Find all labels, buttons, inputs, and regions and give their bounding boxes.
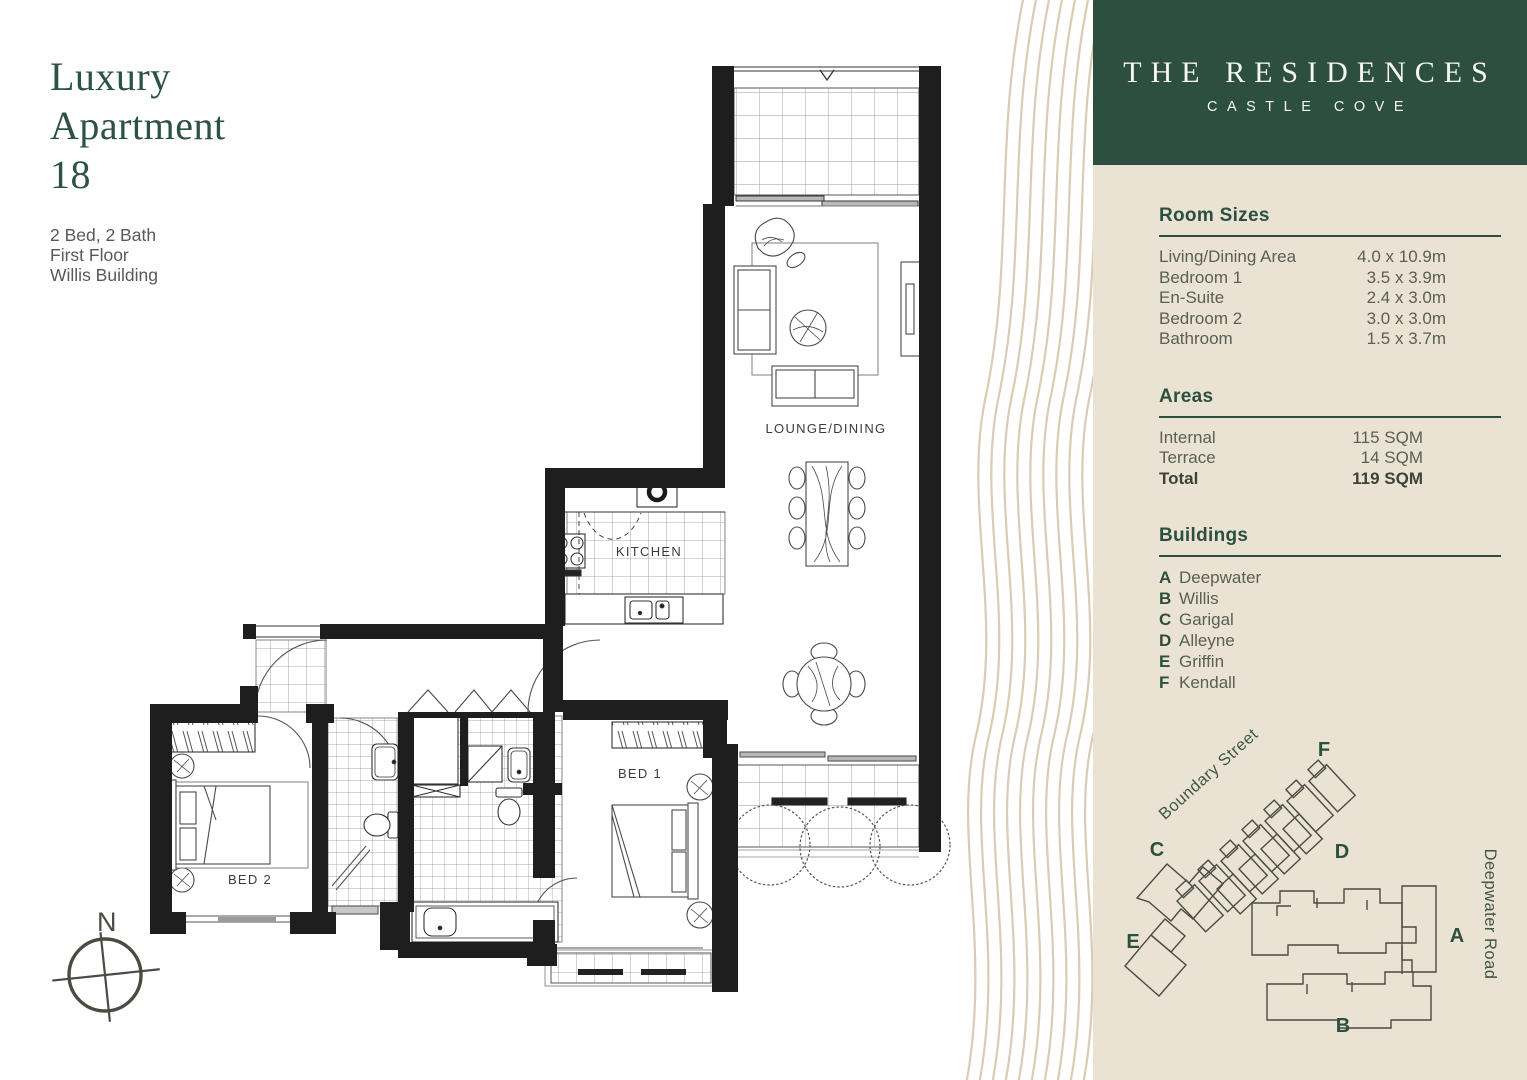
area-row	[1159, 428, 1501, 449]
room-label: Bedroom 2	[1159, 308, 1243, 328]
room-sizes-section	[1159, 205, 1501, 350]
compass-icon	[48, 907, 165, 1027]
building-letter: B	[1159, 589, 1172, 608]
area-total-row	[1159, 469, 1501, 490]
room-sizes-heading: Room Sizes	[1159, 205, 1501, 237]
building-name: Alleyne	[1179, 631, 1235, 650]
room-size-row	[1159, 288, 1501, 309]
detail-building: Willis Building	[50, 265, 158, 285]
building-letter: F	[1159, 673, 1170, 692]
site-label-e: E	[1126, 931, 1140, 953]
brand-logo	[1093, 0, 1527, 165]
site-label-b: B	[1335, 1015, 1351, 1037]
area-label: Internal	[1159, 427, 1216, 447]
area-value: 119 SQM	[1352, 468, 1423, 488]
site-label-f: F	[1317, 739, 1331, 761]
bed2-label: BED 2	[227, 872, 273, 887]
area-label: Terrace	[1159, 448, 1216, 467]
building-item	[1159, 630, 1501, 651]
bed1-label: BED 1	[617, 766, 663, 781]
kitchen-label: KITCHEN	[615, 544, 683, 559]
areas-section	[1159, 386, 1501, 490]
building-item	[1159, 588, 1501, 609]
area-row	[1159, 448, 1501, 469]
area-value: 14 SQM	[1360, 448, 1423, 467]
area-value: 115 SQM	[1352, 427, 1423, 447]
room-label: Bedroom 1	[1159, 267, 1243, 287]
building-item	[1159, 651, 1501, 672]
building-letter: D	[1159, 631, 1172, 650]
room-value: 2.4 x 3.0m	[1366, 288, 1446, 307]
site-label-a: A	[1449, 925, 1465, 947]
building-item	[1159, 567, 1501, 588]
room-value: 4.0 x 10.9m	[1357, 247, 1446, 266]
room-label: En-Suite	[1159, 288, 1225, 307]
building-letter: A	[1159, 568, 1172, 587]
lounge-label: LOUNGE/DINING	[765, 421, 887, 436]
room-size-row	[1159, 329, 1501, 350]
area-label: Total	[1159, 468, 1199, 488]
room-size-row	[1159, 268, 1501, 289]
areas-heading: Areas	[1159, 386, 1501, 418]
room-label: Bathroom	[1159, 329, 1233, 348]
room-size-row	[1159, 309, 1501, 330]
detail-beds-baths: 2 Bed, 2 Bath	[50, 225, 157, 245]
room-size-row	[1159, 247, 1501, 268]
bed2-furniture	[163, 716, 310, 922]
site-building-d-a-b	[1252, 886, 1436, 1028]
room-value: 3.0 x 3.0m	[1366, 308, 1446, 328]
page-title-line: Apartment	[50, 103, 226, 148]
boundary-street-label: Boundary Street	[1155, 725, 1262, 824]
deepwater-road-label: Deepwater Road	[1481, 848, 1499, 980]
building-name: Deepwater	[1179, 568, 1262, 587]
detail-floor: First Floor	[50, 245, 129, 265]
bed1-furniture	[545, 722, 718, 986]
buildings-section	[1159, 525, 1501, 693]
lounge-furniture	[734, 218, 920, 725]
brand-location: CASTLE COVE	[1206, 99, 1414, 115]
building-name: Griffin	[1179, 652, 1225, 671]
room-label: Living/Dining Area	[1159, 247, 1297, 266]
info-sidebar	[1093, 0, 1527, 1080]
site-label-d: D	[1334, 841, 1350, 863]
site-label-c: C	[1149, 839, 1165, 861]
compass-north-label: N	[97, 907, 117, 937]
building-letter: C	[1159, 610, 1172, 629]
building-item	[1159, 609, 1501, 630]
building-name: Willis	[1179, 589, 1219, 608]
buildings-heading: Buildings	[1159, 525, 1501, 557]
building-name: Garigal	[1179, 610, 1234, 629]
page-title-line: Luxury	[50, 54, 171, 99]
page-title-line: 18	[50, 152, 91, 197]
room-value: 3.5 x 3.9m	[1366, 267, 1446, 287]
building-item	[1159, 672, 1501, 693]
brand-name: THE RESIDENCES	[1123, 56, 1497, 89]
site-map	[1117, 716, 1509, 1076]
building-name: Kendall	[1179, 673, 1236, 692]
room-value: 1.5 x 3.7m	[1366, 329, 1446, 348]
building-letter: E	[1159, 652, 1171, 671]
